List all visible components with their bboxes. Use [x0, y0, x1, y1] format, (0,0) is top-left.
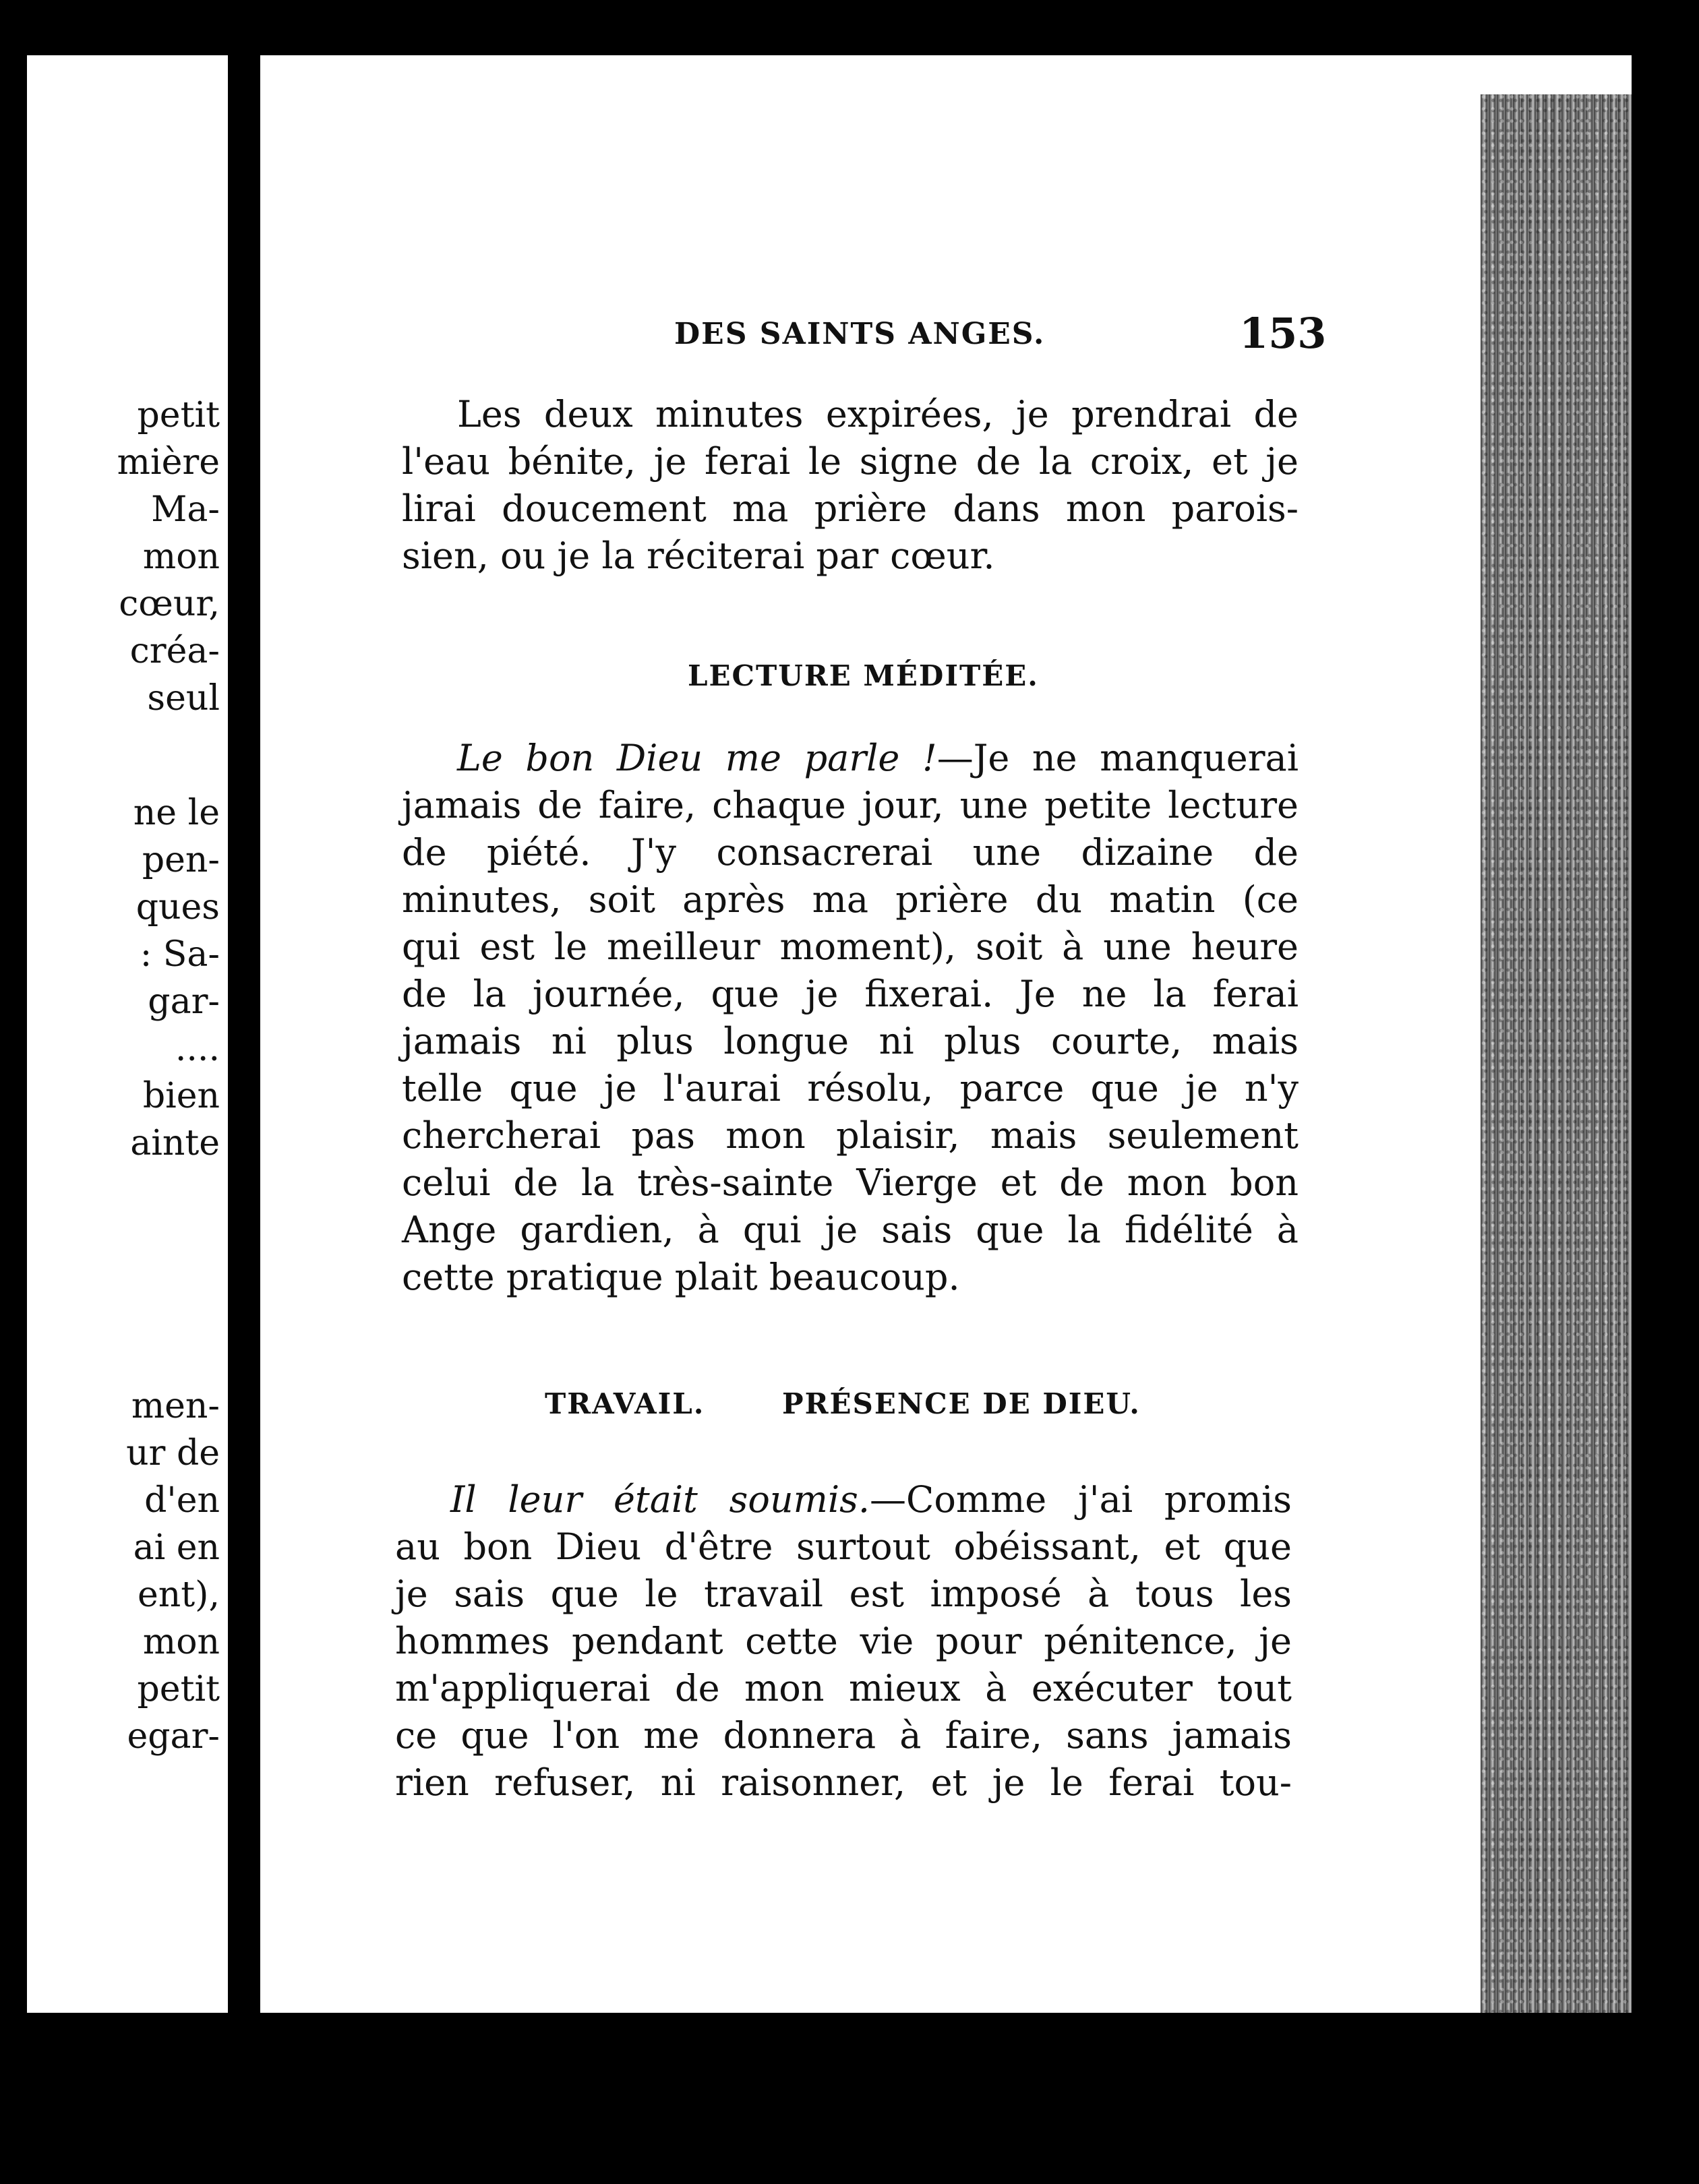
facing-line: petit [137, 1669, 220, 1709]
facing-line: seul [147, 678, 220, 719]
scan-border-right [1632, 0, 1699, 2184]
paragraph [402, 391, 1299, 580]
text-line [402, 735, 1299, 782]
text-line: minutes, soit après ma prière du matin (ce [402, 878, 1299, 921]
book-gutter [228, 0, 260, 2184]
section-heading: LECTURE MÉDITÉE. [688, 659, 1039, 692]
facing-line: Ma- [151, 489, 220, 530]
text-line: hommes pendant cette vie pour pénitence, je [395, 1620, 1292, 1662]
text-line-rest: —Comme j'ai promis [870, 1478, 1292, 1521]
text-line: telle que je l'aurai résolu, parce que je n'y [402, 1067, 1299, 1110]
facing-page [0, 47, 228, 1989]
running-header: DES SAINTS ANGES. [674, 317, 1046, 351]
text-line: sien, ou je la réciterai par cœur. [402, 535, 995, 577]
facing-line: gar- [148, 981, 220, 1022]
text-line: Les deux minutes expirées, je prendrai de [457, 393, 1299, 435]
facing-line: ent), [138, 1575, 220, 1615]
section-heading: PRÉSENCE DE DIEU. [782, 1387, 1141, 1420]
text-line: lirai doucement ma prière dans mon parois- [402, 487, 1299, 530]
facing-line: bien [142, 1076, 220, 1116]
facing-line: .... [175, 1029, 220, 1069]
text-line: ce que l'on me donnera à faire, sans jamais [395, 1714, 1292, 1757]
facing-line: mon [142, 537, 220, 577]
section-heading: TRAVAIL. [545, 1387, 705, 1420]
text-line: qui est le meilleur moment), soit à une heure [402, 926, 1299, 968]
page-number: 153 [1239, 309, 1327, 358]
scan-border-left [0, 0, 27, 2184]
page-edge-texture [1481, 94, 1632, 2013]
facing-line: d'en [144, 1480, 220, 1521]
text-line: je sais que le travail est imposé à tous les [395, 1573, 1292, 1615]
text-line-rest: —Je ne manquerai [936, 737, 1299, 779]
paragraph [402, 735, 1299, 1301]
facing-line: ainte [130, 1123, 220, 1163]
text-line: Ange gardien, à qui je sais que la fidélité à [402, 1209, 1299, 1251]
text-line: de piété. J'y consacrerai une dizaine de [402, 831, 1299, 874]
text-line: chercherai pas mon plaisir, mais seulement [402, 1114, 1299, 1157]
text-line: m'appliquerai de mon mieux à exécuter tout [395, 1667, 1292, 1709]
text-line: au bon Dieu d'être surtout obéissant, et que [395, 1525, 1292, 1568]
facing-line: mière [117, 442, 220, 483]
facing-line: cœur, [119, 584, 220, 624]
facing-line: pen- [142, 840, 220, 880]
text-line: celui de la très-sainte Vierge et de mon bon [402, 1161, 1299, 1204]
facing-line: men- [131, 1386, 220, 1426]
facing-line: : Sa- [140, 934, 220, 975]
facing-line: ne le [133, 793, 220, 833]
facing-line: egar- [127, 1716, 220, 1757]
facing-line: petit [137, 395, 220, 435]
text-line: jamais de faire, chaque jour, une petite lecture [402, 784, 1299, 826]
text-line: l'eau bénite, je ferai le signe de la croix, et je [402, 440, 1299, 483]
text-line: rien refuser, ni raisonner, et je le ferai tou- [395, 1761, 1292, 1804]
facing-line: ai en [133, 1527, 220, 1568]
facing-line: créa- [129, 631, 220, 671]
italic-lead: Le bon Dieu me parle ! [457, 737, 937, 779]
text-line [395, 1476, 1292, 1523]
italic-lead: Il leur était soumis. [450, 1478, 870, 1521]
paragraph [395, 1476, 1292, 1807]
text-line: jamais ni plus longue ni plus courte, mais [402, 1020, 1299, 1062]
text-line: cette pratique plait beaucoup. [402, 1256, 960, 1298]
page-edge-top [1450, 55, 1632, 96]
facing-line: mon [142, 1622, 220, 1662]
scan-border-bottom [0, 2013, 1699, 2184]
facing-line: ur de [126, 1433, 220, 1474]
text-line: de la journée, que je fixerai. Je ne la ferai [402, 973, 1299, 1015]
facing-line: ques [136, 887, 220, 928]
